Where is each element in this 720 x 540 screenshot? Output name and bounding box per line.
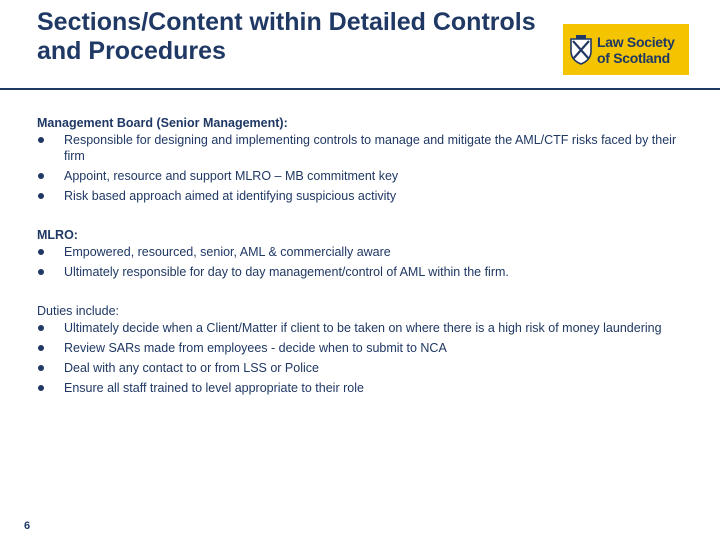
list-item [37, 380, 677, 396]
bullet-icon [38, 345, 44, 351]
slide-content [37, 114, 677, 418]
list-item [37, 132, 677, 164]
list-item-text: Risk based approach aimed at identifying suspicious activity [64, 189, 397, 203]
list-item-text: Ensure all staff trained to level appropriate to their role [64, 381, 364, 395]
list-item-text: Review SARs made from employees - decide when to submit to NCA [64, 341, 447, 355]
section-heading: Management Board (Senior Management): [37, 116, 288, 130]
list-item-text: Responsible for designing and implementing controls to manage and mitigate the AML/CTF risks faced by their firm [64, 133, 677, 163]
crest-icon [569, 35, 593, 65]
list-item [37, 168, 677, 184]
bullet-list [37, 244, 677, 280]
page-title: Sections/Content within Detailed Controls and Procedures [37, 8, 536, 65]
list-item [37, 360, 677, 376]
list-item-text: Appoint, resource and support MLRO – MB commitment key [64, 169, 399, 183]
section-management-board [37, 114, 677, 204]
list-item [37, 264, 677, 280]
section-heading: Duties include: [37, 304, 119, 318]
law-society-logo [563, 24, 689, 75]
list-item [37, 188, 677, 204]
bullet-icon [38, 193, 44, 199]
section-duties [37, 302, 677, 396]
logo-line-1: Law Society [597, 33, 675, 50]
bullet-icon [38, 385, 44, 391]
list-item-text: Ultimately responsible for day to day management/control of AML within the firm. [64, 265, 509, 279]
bullet-icon [38, 137, 44, 143]
bullet-icon [38, 269, 44, 275]
page-number: 6 [24, 520, 31, 532]
list-item [37, 340, 677, 356]
bullet-icon [38, 325, 44, 331]
bullet-list [37, 320, 677, 396]
section-heading: MLRO: [37, 228, 78, 242]
list-item [37, 244, 677, 260]
header-divider [0, 88, 720, 90]
bullet-icon [38, 365, 44, 371]
bullet-icon [38, 249, 44, 255]
bullet-icon [38, 173, 44, 179]
bullet-list [37, 132, 677, 204]
section-mlro [37, 226, 677, 280]
logo-line-2: of Scotland [597, 49, 670, 66]
list-item-text: Empowered, resourced, senior, AML & commercially aware [64, 245, 391, 259]
list-item [37, 320, 677, 336]
list-item-text: Ultimately decide when a Client/Matter if client to be taken on where there is a high risk of money laundering [64, 321, 662, 335]
list-item-text: Deal with any contact to or from LSS or Police [64, 361, 319, 375]
